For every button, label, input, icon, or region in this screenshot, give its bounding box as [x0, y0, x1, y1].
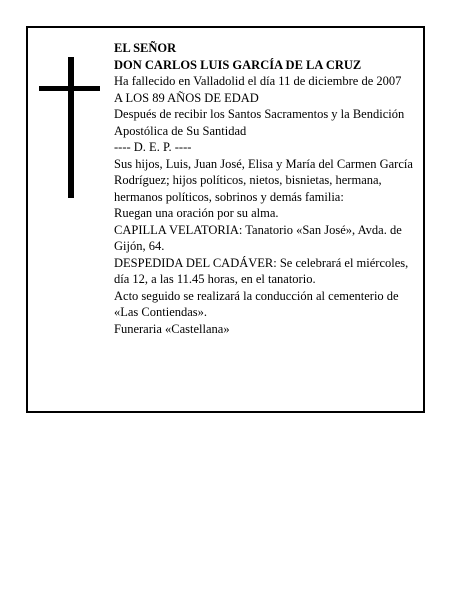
chapel-line: CAPILLA VELATORIA: Tanatorio «San José», Avda. de Gijón, 64. [114, 222, 402, 253]
sacraments-line: Después de recibir los Santos Sacramentos y la Bendición Apostólica de Su Santidad [114, 107, 405, 138]
burial-line: Acto seguido se realizará la conducción al cementerio de «Las Contiendas». [114, 288, 399, 319]
rip-line: ---- D. E. P. ---- [114, 140, 192, 154]
funeral-home-line: Funeraria «Castellana» [114, 321, 230, 336]
obituary-notice [26, 26, 425, 413]
cross-vertical-bar [68, 57, 74, 198]
notice-title: EL SEÑOR [114, 41, 177, 55]
deceased-name: DON CARLOS LUIS GARCÍA DE LA CRUZ [114, 57, 362, 72]
prayer-line: Ruegan una oración por su alma. [114, 206, 279, 220]
cross-horizontal-bar [39, 86, 100, 91]
obituary-text [114, 40, 420, 337]
farewell-line: DESPEDIDA DEL CADÁVER: Se celebrará el miércoles, día 12, a las 11.45 horas, en el tanatorio. [114, 255, 409, 286]
age-line: A LOS 89 AÑOS DE EDAD [114, 90, 259, 105]
death-info: Ha fallecido en Valladolid el día 11 de diciembre de 2007 [114, 74, 402, 88]
family-line: Sus hijos, Luis, Juan José, Elisa y María del Carmen García Rodríguez; hijos políticos, nietos, bisnietas, hermana, hermanos políticos, sobrinos y demás familia: [114, 156, 413, 204]
